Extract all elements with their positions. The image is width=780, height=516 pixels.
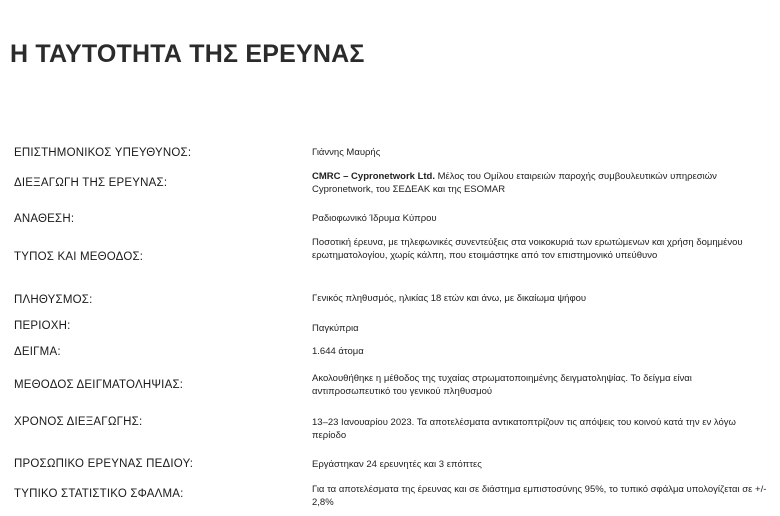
row-label: ΠΡΟΣΩΠΙΚΟ ΕΡΕΥΝΑΣ ΠΕΔΙΟΥ: [14,458,194,470]
row-value: Γιάννης Μαυρής [312,147,381,158]
row-label: ΕΠΙΣΤΗΜΟΝΙΚΟΣ ΥΠΕΥΘΥΝΟΣ: [14,147,192,159]
row-label: ΑΝΑΘΕΣΗ: [14,213,75,225]
row-label: ΧΡΟΝΟΣ ΔΙΕΞΑΓΩΓΗΣ: [14,416,143,428]
row-label: ΤΥΠΟΣ ΚΑΙ ΜΕΘΟΔΟΣ: [14,251,144,263]
company-name: CMRC – Cypronetwork Ltd. [312,171,435,182]
row-label: ΔΕΙΓΜΑ: [14,346,61,358]
row-label: ΤΥΠΙΚΟ ΣΤΑΤΙΣΤΙΚΟ ΣΦΑΛΜΑ: [14,488,184,500]
row-value: Ποσοτική έρευνα, με τηλεφωνικές συνεντεύξεις στα νοικοκυριά των ερωτώμενων και χρήση δομημένου ερωτηματολογίου, χωρίς κάλπη, που ετοιμάστηκε από τον επιστημονικό υπεύθυνο [312,237,743,261]
row-value: Γενικός πληθυσμός, ηλικίας 18 ετών και άνω, με δικαίωμα ψήφου [312,293,587,304]
row-value: 1.644 άτομα [312,346,364,357]
row-value [312,170,767,196]
page-title: Η ΤΑΥΤΟΤΗΤΑ ΤΗΣ ΕΡΕΥΝΑΣ [10,40,365,68]
row-label: ΠΕΡΙΟΧΗ: [14,320,71,332]
row-value: Ραδιοφωνικό Ίδρυμα Κύπρου [312,213,437,224]
row-value: Παγκύπρια [312,323,359,334]
row-value: Ακολουθήθηκε η μέθοδος της τυχαίας στρωματοποιημένης δειγματοληψίας. Το δείγμα είναι αντιπροσωπευτικό του γενικού πληθυσμού [312,373,692,397]
row-value: 13–23 Ιανουαρίου 2023. Τα αποτελέσματα αντικατοπτρίζουν τις απόψεις του κοινού κατά την εν λόγω περίοδο [312,417,736,441]
row-label: ΠΛΗΘΥΣΜΟΣ: [14,294,93,306]
row-value: Εργάστηκαν 24 ερευνητές και 3 επόπτες [312,459,482,470]
row-label: ΜΕΘΟΔΟΣ ΔΕΙΓΜΑΤΟΛΗΨΙΑΣ: [14,379,184,391]
company-description: Μέλος του Ομίλου εταιρειών παροχής συμβουλευτικών υπηρεσιών Cypronetwork, του ΣΕΔΕΑΚ και της ESOMAR [312,171,717,195]
row-value: Για τα αποτελέσματα της έρευνας και σε διάστημα εμπιστοσύνης 95%, το τυπικό σφάλμα υπολογίζεται σε +/- 2,8% [312,484,767,508]
row-label: ΔΙΕΞΑΓΩΓΗ ΤΗΣ ΕΡΕΥΝΑΣ: [14,177,168,189]
